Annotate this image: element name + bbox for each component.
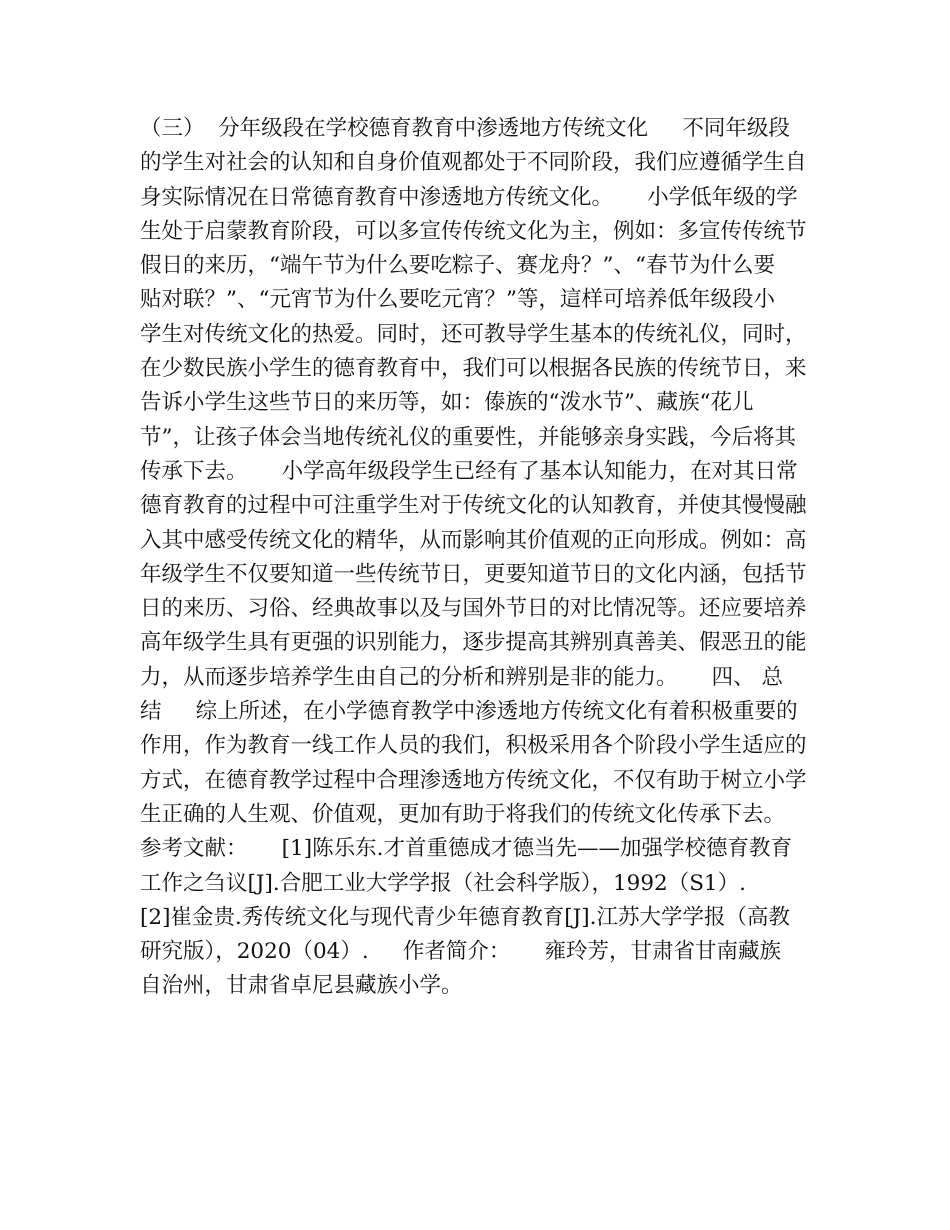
text-line: 年级学生不仅要知道一些传统节日，更要知道节日的文化内涵，包括节: [140, 561, 807, 587]
text-line: 方式，在德育教学过程中合理渗透地方传统文化，不仅有助于树立小学: [140, 767, 807, 793]
text-line: 身实际情况在日常德育教育中渗透地方传统文化。 小学低年级的学: [140, 184, 798, 210]
text-line: 告诉小学生这些节日的来历等，如：傣族的“泼水节”、藏族“花儿: [140, 390, 754, 416]
text-line: 生处于启蒙教育阶段，可以多宣传传统文化为主，例如：多宣传传统节: [140, 218, 807, 244]
text-line: 假日的来历，“端午节为什么要吃粽子、赛龙舟？”、“春节为什么要: [140, 253, 775, 279]
text-line: 作用，作为教育一线工作人员的我们，积极采用各个阶段小学生适应的: [140, 733, 807, 759]
text-line: [2]崔金贵.秀传统文化与现代青少年德育教育[J].江苏大学学报（高教: [140, 904, 791, 930]
text-line: 入其中感受传统文化的精华，从而影响其价值观的正向形成。例如：高: [140, 527, 807, 553]
text-line: 贴对联？”、“元宵节为什么要吃元宵？”等，這样可培养低年级段小: [140, 287, 775, 313]
body-text: [140, 112, 815, 1004]
text-line: 结 综上所述，在小学德育教学中渗透地方传统文化有着积极重要的: [140, 699, 798, 725]
text-line: 工作之刍议[J].合肥工业大学学报（社会科学版），1992（S1）.: [140, 870, 746, 896]
text-line: 自治州，甘肃省卓尼县藏族小学。: [140, 973, 463, 999]
text-line: 生正确的人生观、价值观，更加有助于将我们的传统文化传承下去。: [140, 801, 786, 827]
text-line: 的学生对社会的认知和自身价值观都处于不同阶段，我们应遵循学生自: [140, 150, 807, 176]
text-line: 研究版），2020（04）. 作者简介： 雍玲芳，甘肃省甘南藏族: [140, 939, 782, 965]
text-line: 力，从而逐步培养学生由自己的分析和辨别是非的能力。 四、 总: [140, 664, 784, 690]
text-line: （三） 分年级段在学校德育教育中渗透地方传统文化 不同年级段: [140, 116, 790, 141]
text-line: 德育教育的过程中可注重学生对于传统文化的认知教育，并使其慢慢融: [140, 493, 807, 519]
text-line: 学生对传统文化的热爱。同时，还可教导学生基本的传统礼仪，同时，: [140, 321, 807, 347]
text-line: 高年级学生具有更强的识别能力，逐步提高其辨别真善美、假恶丑的能: [140, 630, 807, 656]
text-line: 节”，让孩子体会当地传统礼仪的重要性，并能够亲身实践，今后将其: [140, 424, 796, 450]
text-line: 参考文献： [1]陈乐东.才首重德成才德当先——加强学校德育教育: [140, 836, 792, 862]
text-line: 传承下去。 小学高年级段学生已经有了基本认知能力，在对其日常: [140, 458, 798, 484]
text-line: 日的来历、习俗、经典故事以及与国外节日的对比情况等。还应要培养: [140, 596, 807, 622]
text-line: 在少数民族小学生的德育教育中，我们可以根据各民族的传统节日，来: [140, 356, 807, 382]
